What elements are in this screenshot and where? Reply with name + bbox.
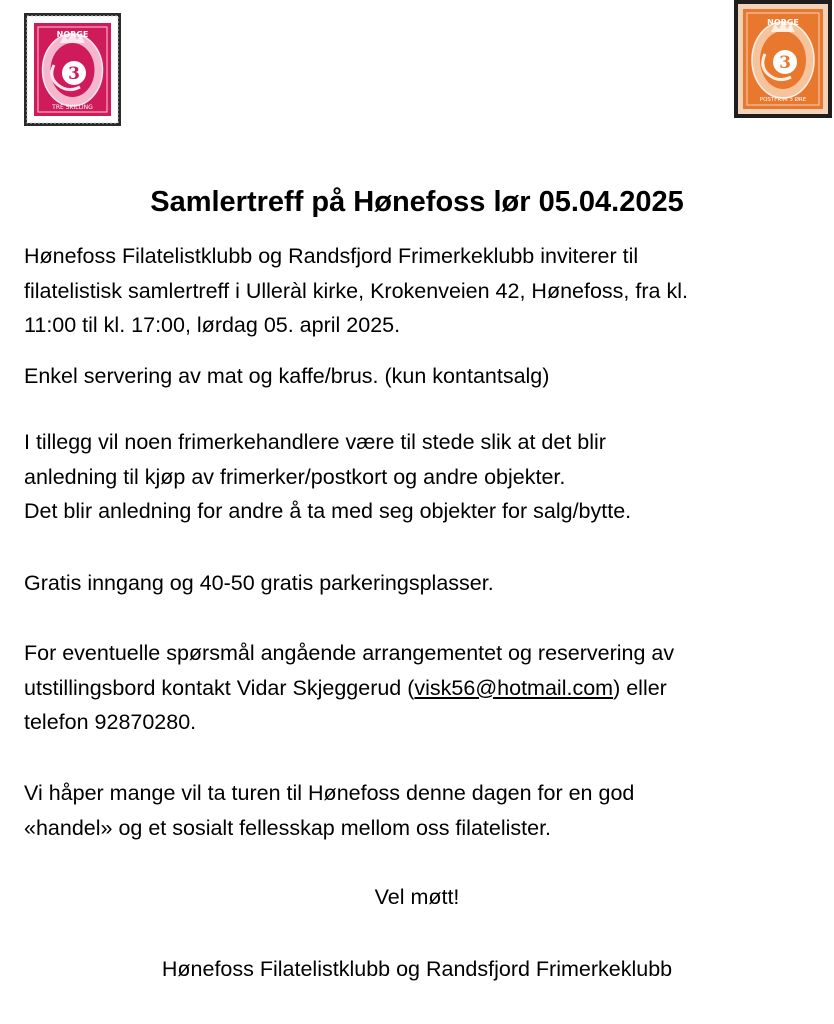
page-title: Samlertreff på Hønefoss lør 05.04.2025 [150,186,684,218]
dealers-line: Det blir anledning for andre å ta med seg objekter for salg/bytte. [24,499,632,523]
contact-phone-line: telefon 92870280. [24,710,197,734]
dealers-paragraph [24,425,824,529]
signature-text: Hønefoss Filatelistklubb og Randsfjord Frimerkeklubb [161,957,673,981]
stamp-right-value: 3 [779,53,791,73]
stamp-left-country: NORGE [56,30,89,39]
contact-paragraph [24,636,824,740]
stamp-right-country: NORGE [767,18,799,27]
closing-line: «handel» og et sosialt fellesskap mellom oss filatelister. [24,815,552,840]
stamp-right-image [734,0,832,118]
intro-paragraph [24,239,824,343]
contact-line [24,671,824,706]
welcome-text: Vel møtt! [374,885,460,909]
intro-line: Hønefoss Filatelistklubb og Randsfjord Frimerkeklubb inviterer til [24,244,639,268]
free-entry-line: Gratis inngang og 40-50 gratis parkeringsplasser. [24,571,494,595]
stamp-left-denomination: TRE SKILLING [52,104,93,111]
closing-paragraph [24,776,824,845]
contact-line: For eventuelle spørsmål angående arrangementet og reservering av [24,641,675,665]
dealers-line: anledning til kjøp av frimerker/postkort og andre objekter. [24,464,566,489]
closing-line: Vi håper mange vil ta turen til Hønefoss denne dagen for en god [24,781,635,805]
serving-line: Enkel servering av mat og kaffe/brus. (kun kontantsalg) [24,364,550,388]
free-entry-paragraph [24,566,824,601]
contact-text-after-email: ) eller [613,675,667,700]
stamp-left-value: 3 [68,64,80,84]
dealers-line: I tillegg vil noen frimerkehandlere være til stede slik at det blir [24,430,606,454]
stamp-right-denomination: POSTFRIM 3 ØRE [759,97,807,103]
contact-text-before-email: utstillingsbord kontakt Vidar Skjeggerud ( [24,675,415,700]
contact-email-link[interactable]: visk56@hotmail.com [414,675,614,700]
intro-line: 11:00 til kl. 17:00, lørdag 05. april 2025. [24,313,401,337]
serving-paragraph [24,359,824,394]
stamp-left-image [24,13,121,126]
intro-line: filatelistisk samlertreff i Ulleràl kirke, Krokenveien 42, Hønefoss, fra kl. [24,278,688,303]
